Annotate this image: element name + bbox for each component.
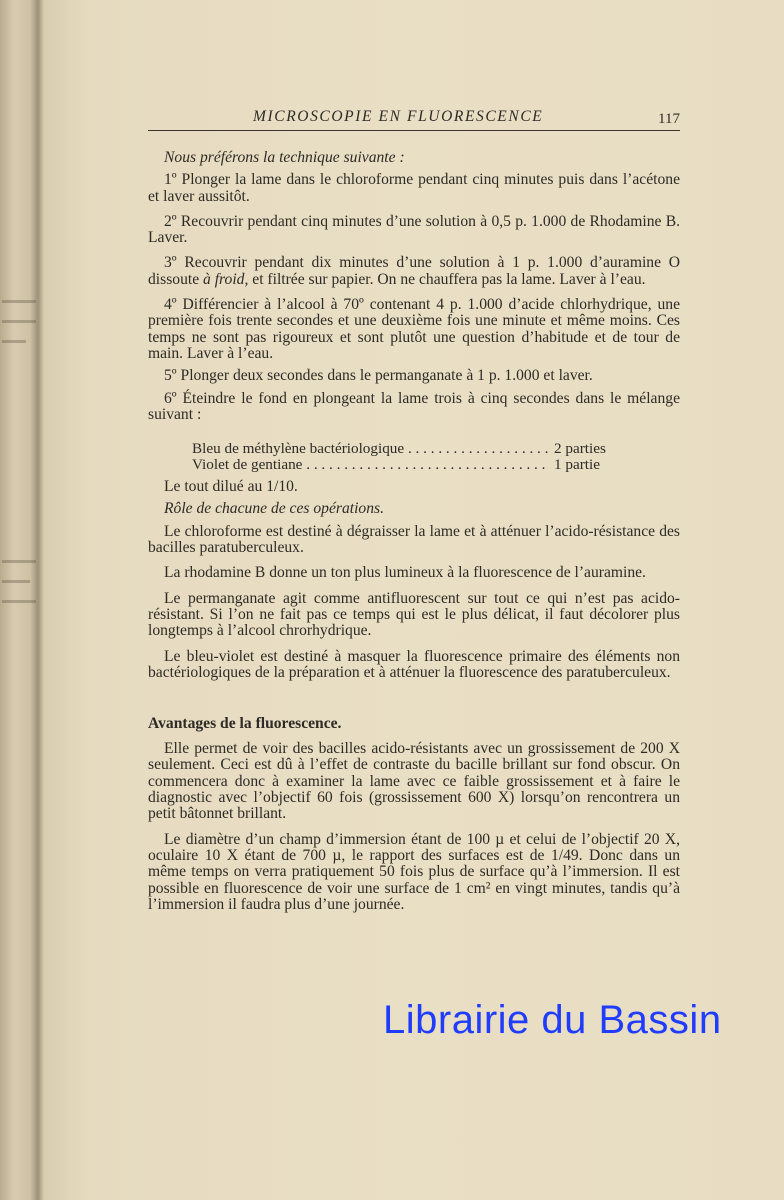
step-3: [148, 255, 680, 288]
step-3-italic: à froid,: [203, 270, 249, 288]
mixture-name: Violet de gentiane . . .: [192, 457, 548, 473]
facing-page-edge: [0, 0, 40, 1200]
mixture-qty: 1 partie: [554, 456, 600, 474]
mixture-table: [192, 441, 624, 473]
step-2: 2º Recouvrir pendant cinq minutes d’une solution à 0,5 p. 1.000 de Rhodamine B. Laver.: [148, 212, 680, 247]
watermark: Librairie du Bassin: [383, 998, 722, 1042]
dilution-note: Le tout dilué au 1/10.: [164, 478, 298, 496]
role-paragraph: La rhodamine B donne un ton plus lumineux à la fluorescence de l’auramine.: [164, 564, 646, 582]
mixture-name: Bleu de méthylène bactériologique . . .: [192, 441, 548, 457]
role-paragraph: Le bleu-violet est destiné à masquer la fluorescence primaire des éléments non bactériologiques de la préparation et à atténuer la fluorescence des paratuberculeux.: [148, 647, 680, 681]
step-4: 4º Différencier à l’alcool à 70º contenant 4 p. 1.000 d’acide chlorhydrique, une première fois trente secondes et une deuxième fois une minute et même moins. Ces temps ne sont pas rigoureux et sont plutôt une question d’habitude et de tour de main. Laver à l’eau.: [148, 296, 680, 362]
page-body: [148, 104, 680, 913]
section-heading: Avantages de la fluorescence.: [148, 715, 342, 733]
step-3-end: et filtrée sur papier. On ne chauffera pas la lame. Laver à l’eau.: [248, 270, 646, 288]
mixture-row: [192, 457, 624, 473]
page-number: 117: [658, 111, 680, 127]
step-5: 5º Plonger deux secondes dans le permanganate à 1 p. 1.000 et laver.: [164, 367, 593, 385]
role-paragraph: Le permanganate agit comme antifluorescent sur tout ce qui n’est pas acido-résistant. Si l’on ne fait pas ce temps qui est le plus délicat, il faut décolorer plus longtemps à l’alcool chrorhydrique.: [148, 589, 680, 640]
step-6: 6º Éteindre le fond en plongeant la lame trois à cinq secondes dans le mélange suivant :: [148, 389, 680, 423]
running-title: MICROSCOPIE EN FLUORESCENCE: [253, 108, 544, 125]
roles-heading: Rôle de chacune de ces opérations.: [164, 500, 384, 518]
step-1: 1º Plonger la lame dans le chloroforme pendant cinq minutes puis dans l’acétone et laver aussitôt.: [148, 171, 680, 205]
mixture-qty: 2 parties: [554, 440, 606, 458]
intro-line: Nous préférons la technique suivante :: [164, 149, 405, 166]
section-paragraph: Elle permet de voir des bacilles acido-résistants avec un grossissement de 200 X seulement. Ceci est dû à l’effet de contraste du bacille brillant sur fond obscur. On commencera donc à examiner la lame avec ce faible grossissement et à faire le diagnostic avec l’objectif 60 fois (grossissement 600 X) lorsqu’on rencontrera un petit bâtonnet brillant.: [148, 740, 680, 823]
mixture-row: [192, 441, 624, 457]
role-paragraph: Le chloroforme est destiné à dégraisser la lame et à atténuer l’acido-résistance des bacilles paratuberculeux.: [148, 522, 680, 557]
step-3-text: 3º Recouvrir pendant dix minutes d’une solution à 1 p. 1.000 d’auramine O dissoute: [148, 254, 680, 288]
running-header: [148, 104, 680, 131]
section-paragraph: Le diamètre d’un champ d’immersion étant de 100 µ et celui de l’objectif 20 X, oculaire 10 X étant de 700 µ, le rapport des surfaces est de 1/49. Donc dans un même temps on verra pratiquement 50 fois plus de surface qu’à l’immersion. Il est possible en fluorescence de voir une surface de 1 cm² en vingt minutes, tandis qu’à l’immersion il faudra plus d’une journée.: [148, 830, 680, 913]
